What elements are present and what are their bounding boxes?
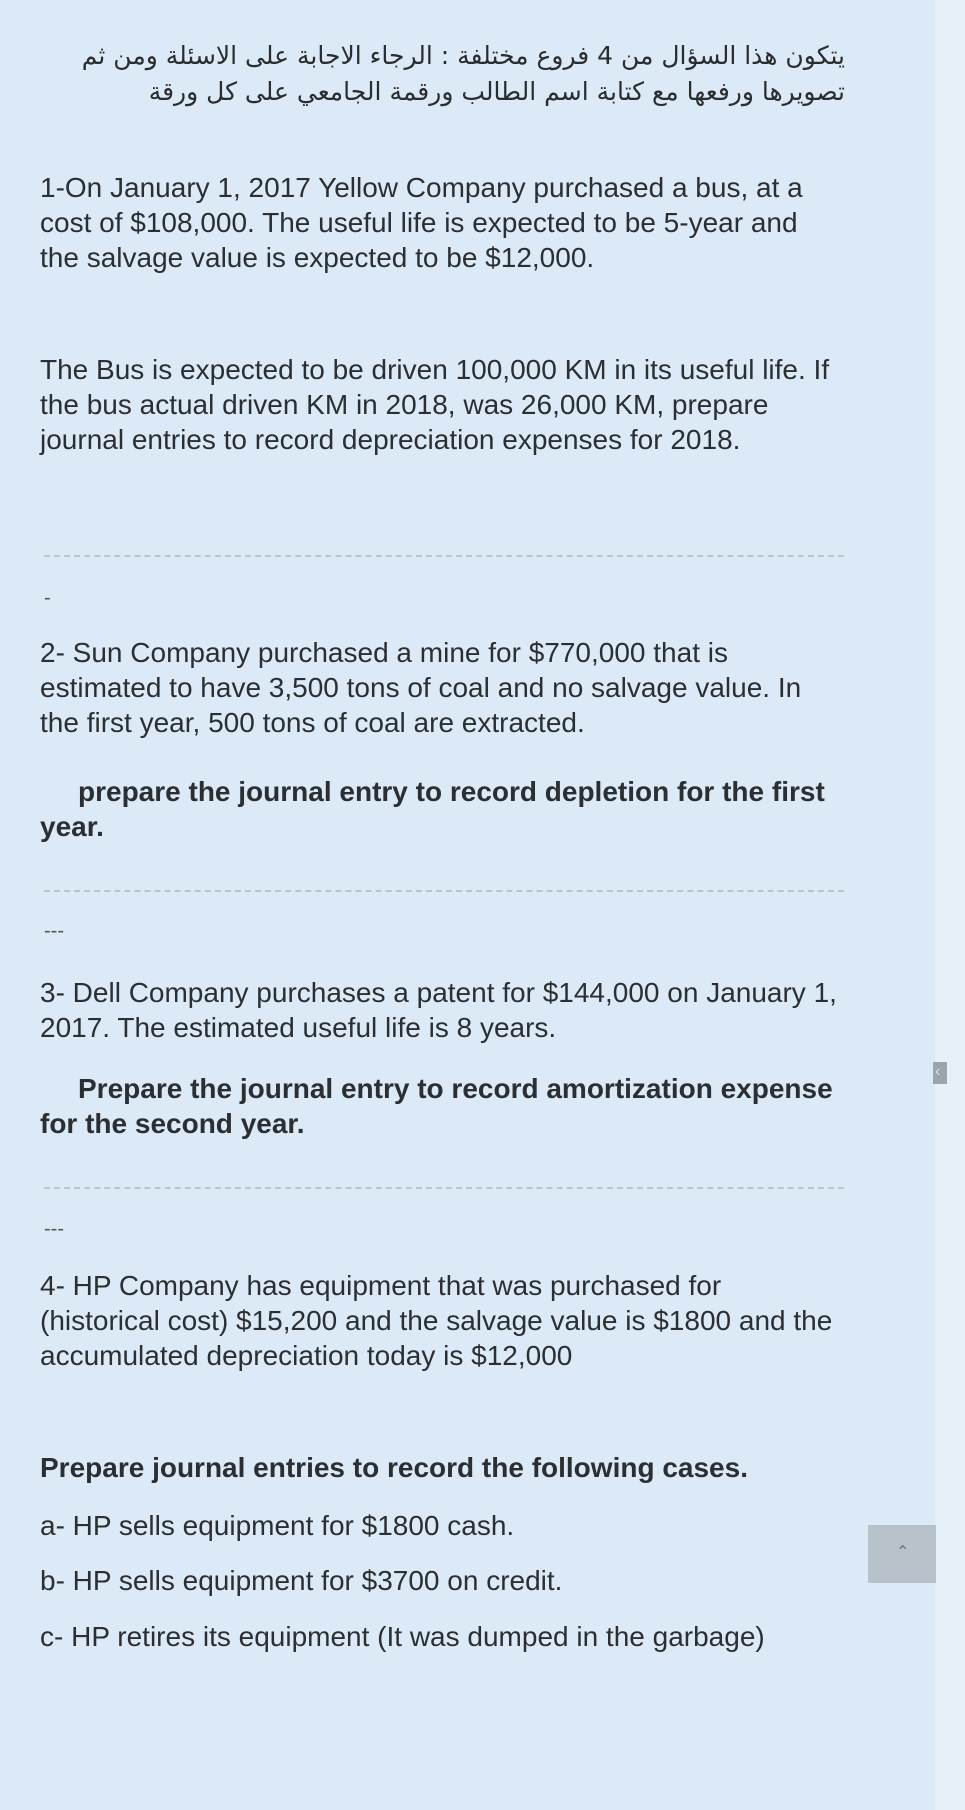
chevron-left-icon: ‹ [935, 1063, 941, 1080]
question-2-text: 2- Sun Company purchased a mine for $770,000 that is estimated to have 3,500 tons of coal and no salvage value. In the first year, 500 tons of coal are extracted. [40, 637, 802, 738]
question-4-case-c: c- HP retires its equipment (It was dumped in the garbage) [40, 1621, 765, 1652]
question-4-instruction: Prepare journal entries to record the following cases. [40, 1452, 748, 1483]
question-4-text: 4- HP Company has equipment that was purchased for (historical cost) $15,200 and the salvage value is $1800 and the accumulated depreciation today is $12,000 [40, 1270, 833, 1371]
instructions-line-2: تصويرها ورفعها مع كتابة اسم الطالب ورقمة الجامعي على كل ورقة [148, 77, 845, 106]
question-1-instruction: The Bus is expected to be driven 100,000 KM in its useful life. If the bus actual driven KM in 2018, was 26,000 KM, prepare journal entries to record depreciation expenses for 2018. [40, 354, 830, 455]
question-4-case-b: b- HP sells equipment for $3700 on credit. [40, 1565, 563, 1596]
divider-3 [44, 1187, 844, 1189]
right-gutter [935, 0, 965, 1810]
instructions-line-1: يتكون هذا السؤال من 4 فروع مختلفة : الرجاء الاجابة على الاسئلة ومن ثم [81, 41, 845, 70]
scroll-up-button[interactable] [868, 1525, 936, 1583]
divider-2 [44, 890, 844, 892]
question-3-instruction: Prepare the journal entry to record amortization expense for the second year. [40, 1073, 833, 1139]
divider-1 [44, 555, 844, 557]
question-3-mark: --- [44, 1218, 64, 1240]
question-2-instruction: prepare the journal entry to record depletion for the first year. [40, 776, 825, 842]
question-3-text: 3- Dell Company purchases a patent for $144,000 on January 1, 2017. The estimated useful life is 8 years. [40, 977, 837, 1043]
side-panel-handle[interactable] [933, 1062, 947, 1084]
question-1-mark: - [44, 587, 51, 609]
question-1-text: 1-On January 1, 2017 Yellow Company purchased a bus, at a cost of $108,000. The useful life is expected to be 5-year and the salvage value is expected to be $12,000. [40, 172, 803, 273]
question-2-mark: --- [44, 920, 64, 942]
question-4-case-a: a- HP sells equipment for $1800 cash. [40, 1510, 515, 1541]
instructions-arabic [40, 38, 845, 110]
chevron-up-icon: ⌃ [896, 1544, 910, 1561]
